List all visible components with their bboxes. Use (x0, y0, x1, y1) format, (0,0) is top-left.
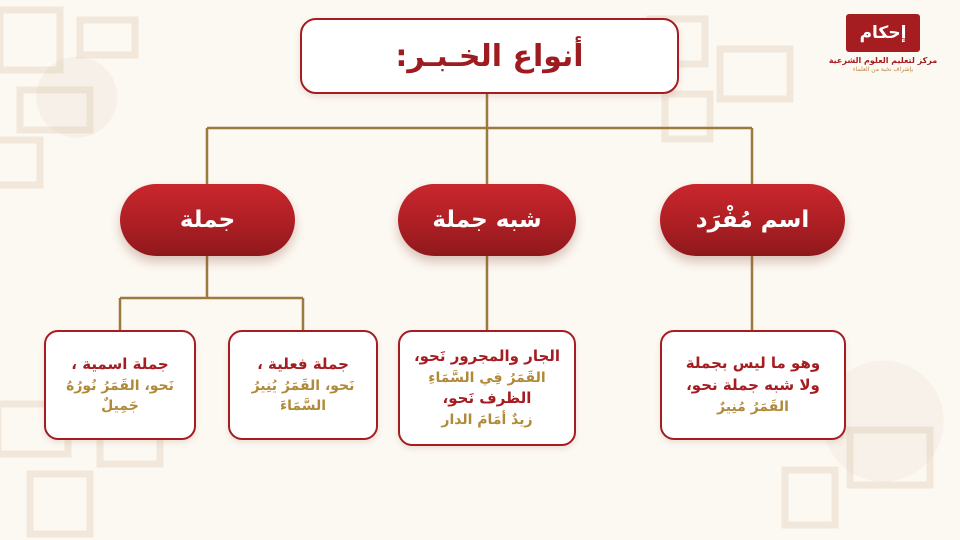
card-jumla-filiya-line3: السَّمَاءَ (279, 397, 327, 414)
card-jumla-filiya[interactable] (228, 330, 378, 440)
card-shibh-line2: القَمَرُ فِي السَّمَاءِ (428, 369, 546, 386)
card-shibh-line4: زيدٌ أمَامَ الدار (441, 411, 533, 428)
node-ism-mufrad-label: اسم مُفْرَد (695, 207, 810, 233)
card-jumla-ismiya-line1: جملة اسمية ، (71, 354, 169, 373)
card-mufrad-line2: ولا شبه جملة نحو، (686, 375, 820, 394)
card-jumla-ismiya-line3: جَمِيلٌ (101, 397, 139, 414)
card-shibh-jumla-details[interactable] (398, 330, 576, 446)
node-shibh-jumla-label: شبه جملة (432, 207, 542, 233)
logo-subtitle: مركز لتعليم العلوم الشرعية (828, 56, 938, 65)
ornament-top-left (0, 0, 170, 190)
page-title-text: أنواع الخـبـر: (395, 38, 584, 74)
node-shibh-jumla[interactable] (398, 184, 576, 256)
card-mufrad-line1: وهو ما ليس بجملة (685, 354, 821, 373)
card-mufrad-line3: القَمَرُ مُنِيرٌ (717, 398, 789, 415)
node-jumla[interactable] (120, 184, 295, 256)
card-jumla-ismiya-line2: نَحو، القَمَرُ نُورُهُ (66, 377, 174, 394)
card-shibh-line1: الجار والمجرور نَحو، (413, 346, 561, 365)
logo-mark-icon (846, 14, 920, 52)
card-jumla-ismiya[interactable] (44, 330, 196, 440)
card-jumla-filiya-line2: نَحو، القَمَرُ يُنِيرُ (251, 377, 355, 394)
brand-logo (824, 14, 942, 92)
card-shibh-line3: الظرف نَحو، (442, 389, 532, 407)
page-title (300, 18, 679, 94)
node-ism-mufrad[interactable] (660, 184, 845, 256)
logo-subtitle-secondary: بإشراف نخبة من العلماء (852, 66, 914, 73)
card-ism-mufrad-details[interactable] (660, 330, 846, 440)
card-jumla-filiya-line1: جملة فعلية ، (257, 354, 349, 373)
node-jumla-label: جملة (179, 207, 236, 233)
logo-word: إحكام (859, 23, 907, 43)
